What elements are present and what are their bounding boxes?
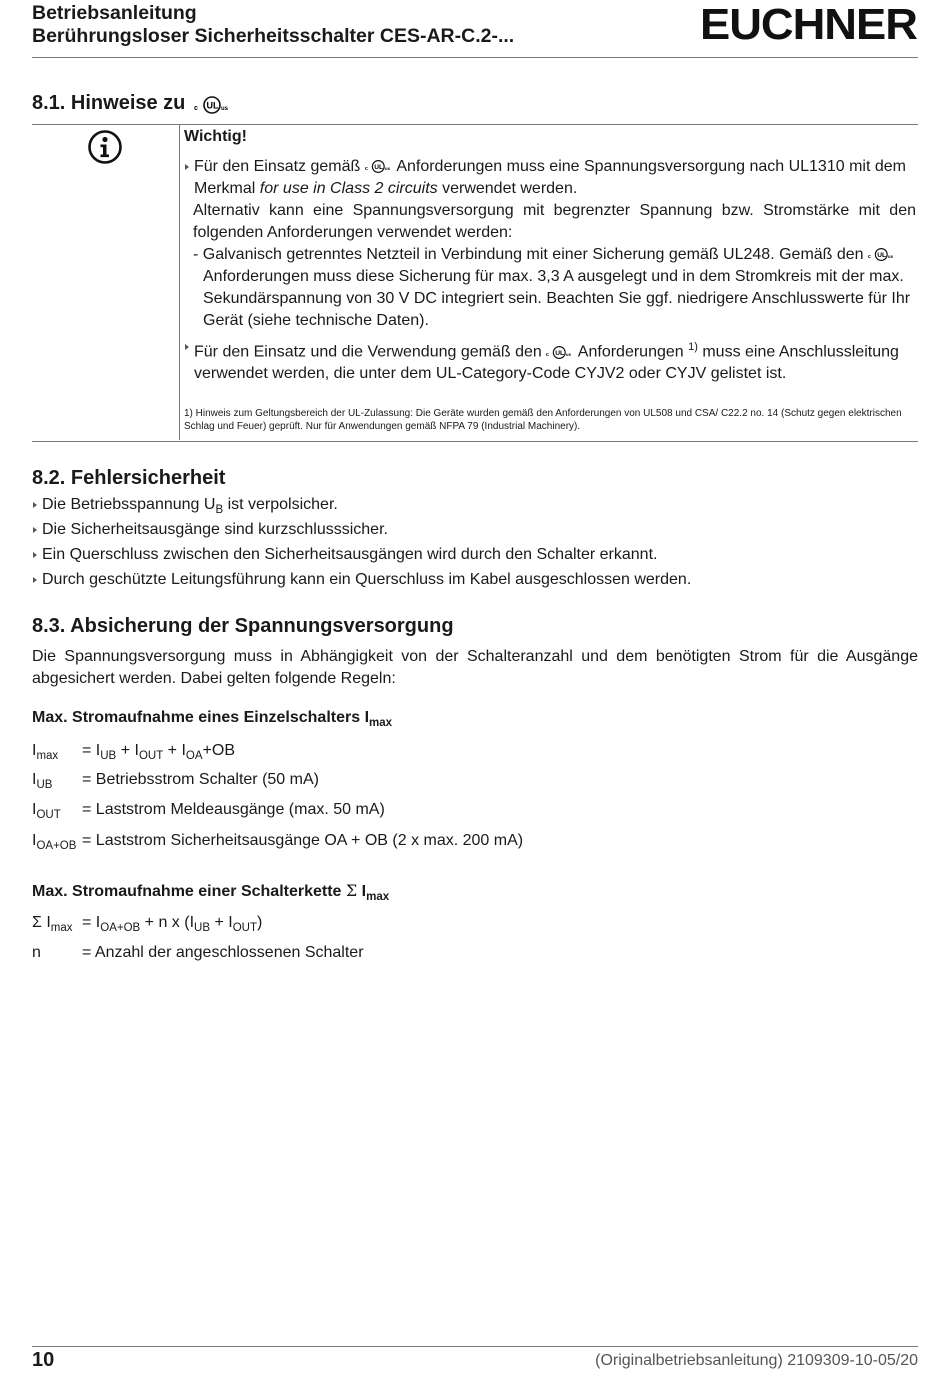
sigma-symbol: Σ <box>345 881 358 900</box>
section-8-3-title: 8.3. Absicherung der Spannungsversorgung <box>32 615 454 637</box>
section-8-2-list <box>32 494 918 591</box>
euchner-logo: EUCHNER <box>700 0 917 49</box>
svg-text:UL: UL <box>877 252 887 260</box>
cul-us-mark-inline-icon <box>868 247 896 262</box>
formula-iub: $I_{UB}$ = Betriebsstrom Schalter (50 mA) <box>32 771 319 791</box>
subscript: max <box>369 717 393 729</box>
notice-b1-part1: Für den Einsatz gemäß <box>194 158 361 175</box>
svg-text:UL: UL <box>206 100 219 111</box>
document-reference: (Originalbetriebsanleitung) 2109309-10-05/20 <box>595 1352 918 1369</box>
svg-text:UL: UL <box>555 349 565 357</box>
cul-us-mark-inline-icon <box>546 345 574 360</box>
section-8-3-intro: Die Spannungsversorgung muss in Abhängigkeit von der Schalteranzahl und dem benötigten Strom für die Ausgänge abgesichert werden. Dabei gelten folgende Regeln: <box>32 648 918 687</box>
svg-text:UL: UL <box>373 164 383 172</box>
formula-iout: $I_{OUT}$ = Laststrom Meldeausgänge (max. 50 mA) <box>32 801 385 821</box>
notice-b1-part2: Anforderungen muss eine Spannungsversorgung nach UL1310 mit dem Merkmal <box>194 158 906 197</box>
formula-chain-sum: Σ $I_{max} = I_{OA+OB} + n$ x $(I_{UB} + I_{OUT})$ <box>32 914 263 934</box>
section-8-1-title: 8.1. Hinweise zu <box>32 92 186 114</box>
notice-dash-item <box>193 244 916 332</box>
svg-text:c: c <box>546 351 550 358</box>
notice-dash-part2: Anforderungen muss diese Sicherung für max. 3,3 A ausgelegt und in dem Stromkreis mit der max. Sekundärspannung von 30 V DC integriert sein. Beachten Sie ggf. niedrigere Anschlusswerte für Ihr Gerät (siehe technische Daten). <box>203 268 911 329</box>
notice-b2-part1: Für den Einsatz und die Verwendung gemäß den <box>194 343 542 361</box>
single-switch-subheading <box>32 707 392 729</box>
header-divider <box>32 57 918 58</box>
notice-content <box>184 126 916 385</box>
notice-bullet-2 <box>184 336 916 385</box>
notice-b1-italic: for use in Class 2 circuits <box>259 180 438 197</box>
notice-bullet-1 <box>184 156 916 200</box>
formula-imax: $I_{max} = I_{UB} + I_{OUT} + I_{OA}+OB$ <box>32 742 236 762</box>
subscript: max <box>366 891 390 903</box>
list-item: Durch geschützte Leitungsführung kann ein Querschluss im Kabel ausgeschlossen werden. <box>32 569 918 591</box>
info-icon <box>88 130 122 164</box>
svg-text:c: c <box>868 254 871 261</box>
svg-text:c: c <box>364 166 368 173</box>
svg-text:us: us <box>566 351 572 357</box>
notice-b2-part2: Anforderungen <box>577 343 684 361</box>
list-item-text: Die Betriebsspannung U <box>42 496 216 513</box>
header-title-line1: Betriebsanleitung <box>32 2 197 24</box>
svg-text:c: c <box>193 104 198 112</box>
subheading-text: Max. Stromaufnahme eines Einzelschalters I <box>32 709 370 726</box>
svg-text:us: us <box>220 105 228 112</box>
footer-divider <box>32 1346 918 1347</box>
formula-ioaob: $I_{OA+OB}$ = Laststrom Sicherheitsausgänge OA + OB (2 x max. 200 mA) <box>32 832 524 852</box>
subscript: B <box>215 504 224 516</box>
cul-us-listing-mark-icon <box>194 95 232 115</box>
page-number: 10 <box>32 1349 55 1371</box>
list-item: Ein Querschluss zwischen den Sicherheitsausgängen wird durch den Schalter erkannt. <box>32 544 918 566</box>
section-8-2-title: 8.2. Fehlersicherheit <box>32 467 226 489</box>
section-8-1-heading <box>32 91 232 115</box>
header-title-line2: Berührungsloser Sicherheitsschalter CES-AR-C.2-... <box>32 25 515 47</box>
notice-paragraph-alternative: Alternativ kann eine Spannungsversorgung mit begrenzter Spannung bzw. Stromstärke mit den folgenden Anforderungen verwendet werden: <box>193 202 916 241</box>
cul-us-mark-inline-icon <box>365 159 393 174</box>
notice-b2-part3: muss eine Anschlussleitung verwendet werden, die unter dem UL-Category-Code CYJV2 oder CYJV gelistet ist. <box>194 343 899 383</box>
list-item-text: ist verpolsicher. <box>227 496 338 513</box>
notice-footnote: 1) Hinweis zum Geltungsbereich der UL-Zulassung: Die Geräte wurden gemäß den Anforderungen von UL508 und CSA/ C22.2 no. 14 (Schutz gegen elektrischen Schlag und Feuer) geprüft. Nur für Anwendungen gemäß NFPA 79 (Industrial Machinery). <box>184 408 902 432</box>
formula-chain-n: n = Anzahl der angeschlossenen Schalter <box>32 944 364 961</box>
notice-b1-part3: verwendet werden. <box>442 180 578 197</box>
svg-text:us: us <box>887 254 894 260</box>
chain-subheading: Max. Stromaufnahme einer Schalterkette Σ $I_{max}$ <box>32 881 390 903</box>
notice-column-divider <box>179 124 180 440</box>
notice-title: Wichtig! <box>184 128 247 145</box>
list-item: Die Sicherheitsausgänge sind kurzschlusssicher. <box>32 519 918 541</box>
document-header <box>32 2 514 48</box>
svg-text:us: us <box>384 166 390 172</box>
subheading-text: Max. Stromaufnahme einer Schalterkette <box>32 883 342 900</box>
notice-dash-part1: - Galvanisch getrenntes Netzteil in Verbindung mit einer Sicherung gemäß UL248. Gemäß den <box>193 246 864 263</box>
footnote-reference: 1) <box>688 341 698 353</box>
list-item <box>32 494 918 516</box>
